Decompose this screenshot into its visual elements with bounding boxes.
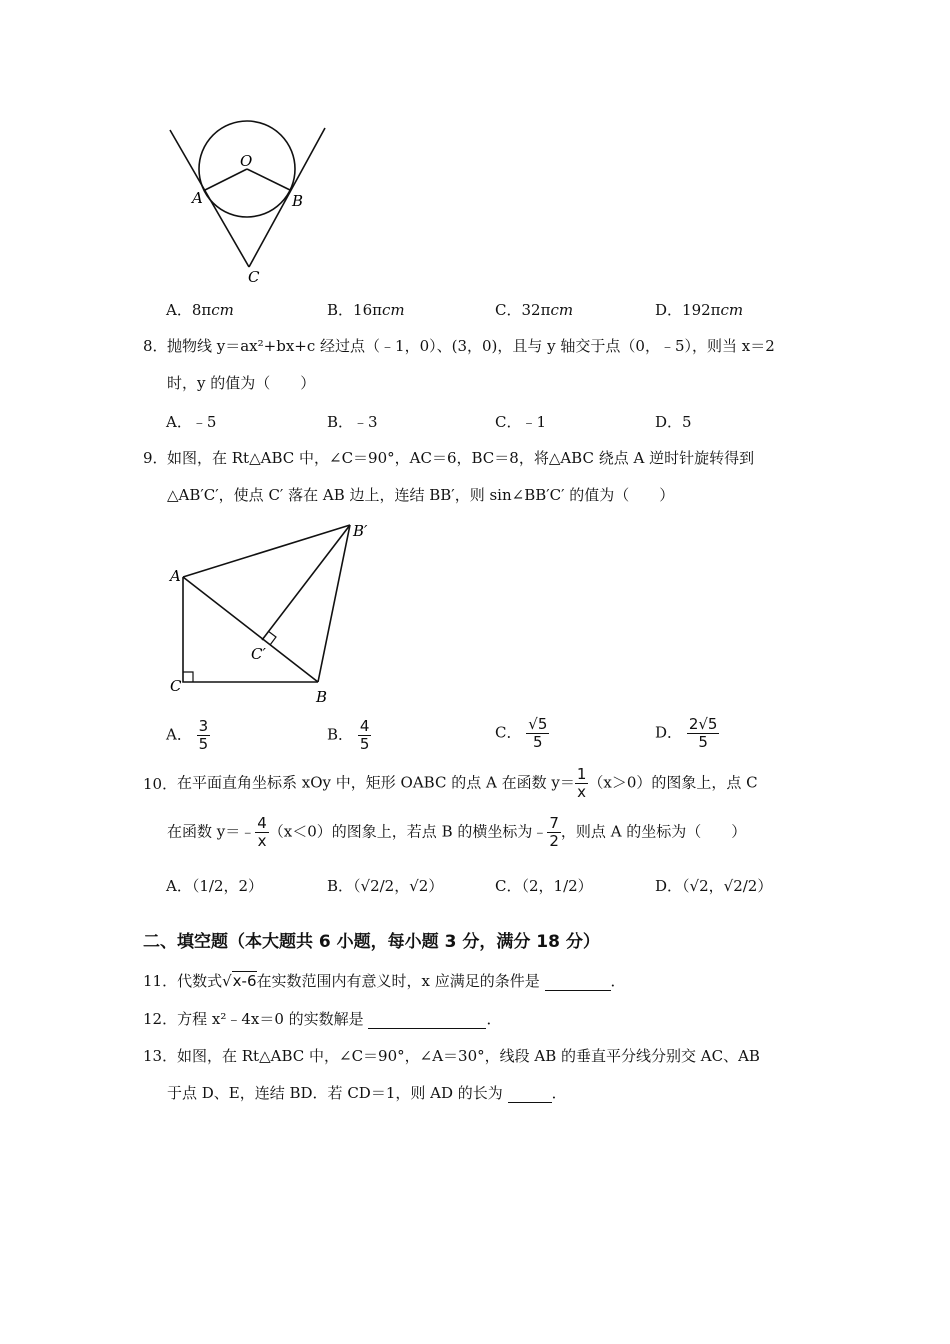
numerator: 2√5 [688,715,718,733]
q8-line2: 时，y 的值为（ ） [167,374,316,392]
rotation-figure [160,515,390,710]
option-unit: cm [211,301,234,319]
fraction-1-over-x [575,766,589,801]
q10-line2-text-a: 在函数 y＝﹣ [167,822,256,841]
q11 [143,971,626,991]
numerator: 4 [257,814,267,832]
denominator: 5 [359,735,370,753]
option-value: （√2，√2/2） [682,877,773,895]
fraction [687,716,720,751]
option-letter: A． [166,413,192,431]
q9-option-c[interactable] [495,716,549,751]
sqrt-sign: √ [222,972,232,990]
right-angle-c-prime [268,631,276,645]
option-letter: C． [495,723,522,742]
option-value: 8π [191,301,212,319]
segment-ab-prime [183,525,350,577]
option-letter: B． [327,725,354,744]
option-unit: cm [550,301,574,319]
q8-line1: 抛物线 y＝ax²+bx+c 经过点（﹣1，0）、(3，0)，且与 y 轴交于点（0，﹣5），则当 x＝2 [167,337,775,355]
option-value: （√2/2，√2） [353,877,444,895]
q13-line2-wrap [167,1083,567,1103]
segment-b-prime-c-prime [262,525,350,640]
option-letter: B． [327,413,354,431]
option-value: 192π [682,301,721,319]
option-letter: D． [655,413,683,431]
label-a: A [170,567,181,585]
q8-option-b[interactable] [327,411,378,432]
fraction [526,716,549,751]
numerator: 3 [198,717,209,735]
denominator: x [257,832,267,850]
q13-line2: 于点 D、E，连结 BD．若 CD＝1，则 AD 的长为 [167,1084,503,1102]
label-b: B [316,688,328,706]
option-letter: A． [166,301,192,319]
numerator: √5 [528,715,548,733]
option-unit: cm [720,301,744,319]
q8-option-a[interactable] [166,411,216,432]
q10-line1-text-a: 在平面直角坐标系 xOy 中，矩形 OABC 的点 A 在函数 y＝ [177,773,575,792]
option-value: （1/2，2） [191,877,264,895]
tangent-line-b [249,128,325,267]
denominator: 5 [698,733,708,751]
q10-option-a[interactable] [166,875,263,896]
q10-option-c[interactable] [495,875,593,896]
q10-line1 [177,766,758,801]
q10-line2 [167,815,746,850]
radicand: x-6 [232,972,257,990]
numerator: 4 [359,717,370,735]
label-c: C [248,268,260,286]
denominator: 5 [533,733,543,751]
numerator: 7 [549,814,559,832]
q7-option-d[interactable] [655,299,743,320]
q10-line1-text-b: （x＞0）的图象上，点 C [588,773,758,792]
q7-option-a[interactable] [166,299,234,320]
option-letter: A． [166,725,192,744]
q7-option-c[interactable] [495,299,573,320]
q9-option-b[interactable] [327,718,371,753]
radius-ob [247,169,290,190]
option-letter: A． [166,877,192,895]
q7-option-b[interactable] [327,299,405,320]
q10-option-d[interactable] [655,875,772,896]
circle-tangent-figure [160,118,340,288]
q12-text: 方程 x²﹣4x＝0 的实数解是 [177,1010,364,1028]
period: ． [610,972,626,990]
q8-number: 8． [143,337,168,355]
denominator: 5 [198,735,209,753]
q9-option-a[interactable] [166,718,210,753]
q11-text-b: 在实数范围内有意义时，x 应满足的条件是 [256,972,540,990]
answer-blank[interactable] [508,1088,552,1103]
q13-line1: 如图，在 Rt△ABC 中，∠C＝90°，∠A＝30°，线段 AB 的垂直平分线分别交 AC、AB [177,1047,760,1065]
answer-blank[interactable] [368,1014,486,1029]
q9-number: 9． [143,449,168,467]
tangent-line-a [170,130,249,267]
segment-bb-prime [318,525,350,682]
option-letter: C． [495,413,522,431]
numerator: 1 [576,765,587,783]
fraction [197,718,211,753]
denominator: x [577,783,587,801]
right-angle-c [183,672,193,682]
q10-line2-text-b: （x＜0）的图象上，若点 B 的横坐标为﹣ [268,822,548,841]
q8-option-d[interactable] [655,411,692,432]
q11-number: 11． [143,972,178,990]
label-b: B [292,192,304,210]
q9-option-d[interactable] [655,716,719,751]
answer-blank[interactable] [545,976,611,991]
option-letter: D． [655,301,683,319]
label-b-prime: B′ [353,522,368,540]
q10-number: 10． [143,775,178,793]
option-letter: D． [655,877,683,895]
label-c: C [170,677,182,695]
q11-text-a: 代数式 [177,972,223,990]
q9-line1: 如图，在 Rt△ABC 中，∠C＝90°，AC＝6，BC＝8，将△ABC 绕点 A 逆时针旋转得到 [167,449,755,467]
option-value: 5 [682,413,692,431]
label-a: A [192,189,203,207]
label-o: O [240,152,253,170]
option-value: 32π [521,301,551,319]
option-letter: B． [327,301,354,319]
option-letter: D． [655,723,683,742]
label-c-prime: C′ [251,645,266,663]
fraction [358,718,372,753]
q13-number: 13． [143,1047,178,1065]
radius-oa [205,169,247,190]
fraction-7-over-2 [547,815,561,850]
q12-number: 12． [143,1010,178,1028]
q10-option-b[interactable] [327,875,443,896]
option-value: 16π [353,301,382,319]
option-unit: cm [381,301,405,319]
denominator: 2 [549,832,559,850]
q8-option-c[interactable] [495,411,546,432]
option-letter: B． [327,877,354,895]
q10-line2-text-c: ，则点 A 的坐标为（ ） [560,822,747,841]
q9-line2: △AB′C′，使点 C′ 落在 AB 边上，连结 BB′，则 sin∠BB′C′ 的值为（ ） [167,486,675,504]
option-letter: C． [495,877,522,895]
option-letter: C． [495,301,522,319]
option-value: ﹣1 [521,413,547,431]
section-title: 二、填空题（本大题共 6 小题，每小题 3 分，满分 18 分） [143,932,600,952]
q12 [143,1009,501,1029]
period: ． [551,1084,567,1102]
option-value: ﹣5 [191,413,217,431]
option-value: （2，1/2） [521,877,593,895]
period: ． [486,1010,502,1028]
fraction-4-over-x [255,815,269,850]
option-value: ﹣3 [353,413,378,431]
